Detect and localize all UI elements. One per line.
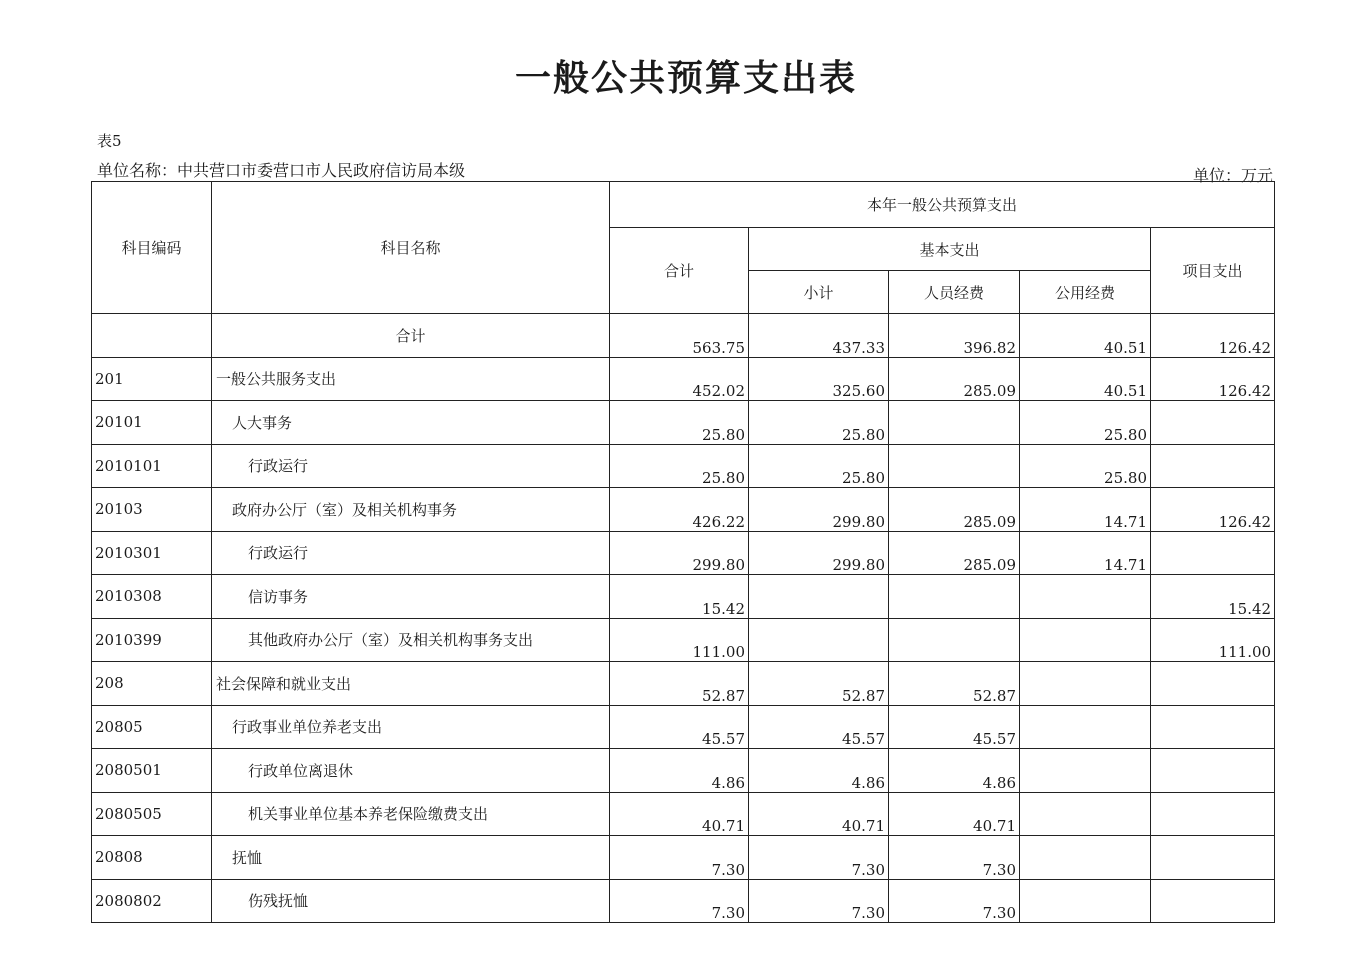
cell-total: 563.75 xyxy=(610,314,749,358)
cell-subtotal: 25.80 xyxy=(749,444,889,488)
table-row xyxy=(92,792,1275,836)
table-row xyxy=(92,575,1275,619)
cell-project xyxy=(1151,836,1275,880)
table-row xyxy=(92,836,1275,880)
cell-total: 299.80 xyxy=(610,531,749,575)
cell-name: 政府办公厅（室）及相关机构事务 xyxy=(212,488,610,532)
cell-code: 2080802 xyxy=(92,879,212,923)
cell-subtotal: 40.71 xyxy=(749,792,889,836)
cell-total: 45.57 xyxy=(610,705,749,749)
cell-code: 2080505 xyxy=(92,792,212,836)
header-personnel: 人员经费 xyxy=(889,271,1020,314)
cell-subtotal: 7.30 xyxy=(749,836,889,880)
page-title: 一般公共预算支出表 xyxy=(514,57,857,99)
cell-total: 25.80 xyxy=(610,444,749,488)
cell-personnel xyxy=(889,401,1020,445)
cell-public xyxy=(1020,836,1151,880)
cell-total: 40.71 xyxy=(610,792,749,836)
header-total: 合计 xyxy=(610,228,749,314)
cell-personnel: 285.09 xyxy=(889,488,1020,532)
cell-total: 111.00 xyxy=(610,618,749,662)
cell-public: 14.71 xyxy=(1020,531,1151,575)
cell-subtotal: 437.33 xyxy=(749,314,889,358)
cell-personnel: 52.87 xyxy=(889,662,1020,706)
cell-personnel: 396.82 xyxy=(889,314,1020,358)
cell-name: 机关事业单位基本养老保险缴费支出 xyxy=(212,792,610,836)
cell-public: 25.80 xyxy=(1020,401,1151,445)
cell-name: 社会保障和就业支出 xyxy=(212,662,610,706)
cell-code: 20101 xyxy=(92,401,212,445)
cell-name: 一般公共服务支出 xyxy=(212,357,610,401)
cell-name: 抚恤 xyxy=(212,836,610,880)
header-project: 项目支出 xyxy=(1151,228,1275,314)
cell-personnel xyxy=(889,575,1020,619)
table-row xyxy=(92,488,1275,532)
cell-subtotal: 299.80 xyxy=(749,531,889,575)
cell-code: 20808 xyxy=(92,836,212,880)
cell-code: 20103 xyxy=(92,488,212,532)
cell-project xyxy=(1151,792,1275,836)
cell-total: 7.30 xyxy=(610,836,749,880)
header-subtotal: 小计 xyxy=(749,271,889,314)
header-basic: 基本支出 xyxy=(749,228,1151,271)
cell-personnel xyxy=(889,444,1020,488)
cell-public xyxy=(1020,575,1151,619)
cell-subtotal: 25.80 xyxy=(749,401,889,445)
cell-code: 2080501 xyxy=(92,749,212,793)
cell-code: 20805 xyxy=(92,705,212,749)
cell-total: 452.02 xyxy=(610,357,749,401)
cell-total: 426.22 xyxy=(610,488,749,532)
cell-subtotal: 325.60 xyxy=(749,357,889,401)
cell-total: 52.87 xyxy=(610,662,749,706)
cell-project: 126.42 xyxy=(1151,488,1275,532)
table-row xyxy=(92,662,1275,706)
cell-personnel: 40.71 xyxy=(889,792,1020,836)
cell-subtotal: 45.57 xyxy=(749,705,889,749)
cell-total: 15.42 xyxy=(610,575,749,619)
cell-name: 行政运行 xyxy=(212,444,610,488)
cell-total: 4.86 xyxy=(610,749,749,793)
cell-code: 2010301 xyxy=(92,531,212,575)
cell-personnel: 285.09 xyxy=(889,531,1020,575)
cell-name: 行政单位离退休 xyxy=(212,749,610,793)
budget-table xyxy=(91,181,1275,923)
cell-subtotal: 4.86 xyxy=(749,749,889,793)
currency-unit: 单位：万元 xyxy=(1192,166,1273,185)
cell-subtotal: 299.80 xyxy=(749,488,889,532)
cell-personnel: 45.57 xyxy=(889,705,1020,749)
cell-personnel xyxy=(889,618,1020,662)
cell-name: 信访事务 xyxy=(212,575,610,619)
table-row xyxy=(92,879,1275,923)
cell-project: 126.42 xyxy=(1151,357,1275,401)
header-public: 公用经费 xyxy=(1020,271,1151,314)
unit-name: 单位名称：中共营口市委营口市人民政府信访局本级 xyxy=(97,161,466,180)
cell-subtotal: 52.87 xyxy=(749,662,889,706)
table-row xyxy=(92,401,1275,445)
cell-personnel: 4.86 xyxy=(889,749,1020,793)
cell-name: 行政运行 xyxy=(212,531,610,575)
header-group: 本年一般公共预算支出 xyxy=(610,182,1275,228)
cell-project: 111.00 xyxy=(1151,618,1275,662)
cell-name: 其他政府办公厅（室）及相关机构事务支出 xyxy=(212,618,610,662)
cell-code xyxy=(92,314,212,358)
cell-project xyxy=(1151,531,1275,575)
cell-project xyxy=(1151,662,1275,706)
table-row xyxy=(92,705,1275,749)
cell-public xyxy=(1020,749,1151,793)
cell-code: 2010101 xyxy=(92,444,212,488)
cell-code: 208 xyxy=(92,662,212,706)
cell-name: 合计 xyxy=(212,314,610,358)
cell-name: 伤残抚恤 xyxy=(212,879,610,923)
table-row xyxy=(92,314,1275,358)
cell-public xyxy=(1020,662,1151,706)
cell-public xyxy=(1020,618,1151,662)
cell-public xyxy=(1020,705,1151,749)
cell-subtotal: 7.30 xyxy=(749,879,889,923)
header-code: 科目编码 xyxy=(92,182,212,314)
cell-public xyxy=(1020,879,1151,923)
cell-subtotal xyxy=(749,618,889,662)
table-row xyxy=(92,357,1275,401)
cell-public: 40.51 xyxy=(1020,314,1151,358)
cell-public: 40.51 xyxy=(1020,357,1151,401)
table-row xyxy=(92,749,1275,793)
header-name: 科目名称 xyxy=(212,182,610,314)
cell-public: 25.80 xyxy=(1020,444,1151,488)
cell-project xyxy=(1151,401,1275,445)
cell-personnel: 7.30 xyxy=(889,836,1020,880)
cell-public xyxy=(1020,792,1151,836)
cell-total: 25.80 xyxy=(610,401,749,445)
cell-name: 行政事业单位养老支出 xyxy=(212,705,610,749)
cell-project xyxy=(1151,749,1275,793)
cell-project xyxy=(1151,879,1275,923)
cell-code: 201 xyxy=(92,357,212,401)
table-tag: 表5 xyxy=(97,132,122,150)
cell-personnel: 285.09 xyxy=(889,357,1020,401)
table-row xyxy=(92,618,1275,662)
cell-total: 7.30 xyxy=(610,879,749,923)
cell-subtotal xyxy=(749,575,889,619)
cell-project: 15.42 xyxy=(1151,575,1275,619)
cell-name: 人大事务 xyxy=(212,401,610,445)
cell-project xyxy=(1151,444,1275,488)
cell-project: 126.42 xyxy=(1151,314,1275,358)
table-row xyxy=(92,444,1275,488)
cell-code: 2010308 xyxy=(92,575,212,619)
cell-project xyxy=(1151,705,1275,749)
cell-public: 14.71 xyxy=(1020,488,1151,532)
table-row xyxy=(92,531,1275,575)
cell-code: 2010399 xyxy=(92,618,212,662)
cell-personnel: 7.30 xyxy=(889,879,1020,923)
